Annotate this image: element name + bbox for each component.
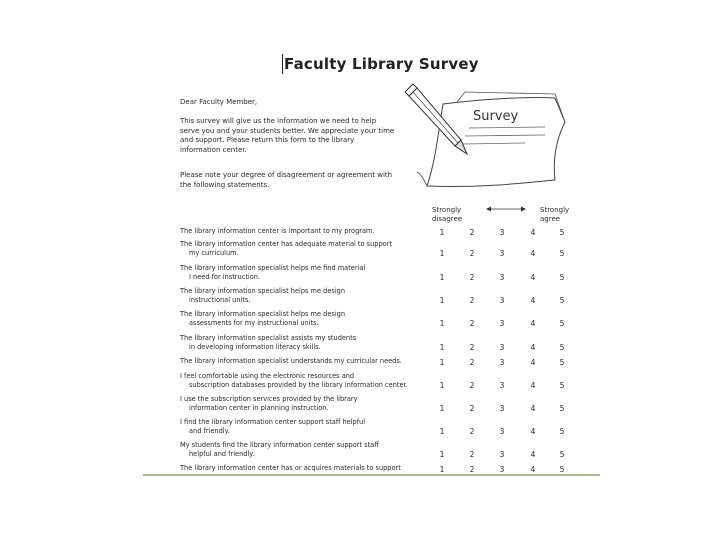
rating-option-5[interactable]: 5 bbox=[559, 465, 565, 474]
rating-option-2[interactable]: 2 bbox=[469, 319, 475, 328]
rating-option-5[interactable]: 5 bbox=[559, 228, 565, 237]
statement-text bbox=[180, 287, 420, 304]
scale-right-label bbox=[540, 206, 569, 223]
statement-line-1: The library information center has or acquires materials to support bbox=[180, 464, 401, 472]
rating-option-3[interactable]: 3 bbox=[499, 273, 505, 282]
rating-option-4[interactable]: 4 bbox=[530, 343, 536, 352]
rating-option-5[interactable]: 5 bbox=[559, 343, 565, 352]
statement-row bbox=[180, 395, 600, 417]
rating-option-3[interactable]: 3 bbox=[499, 381, 505, 390]
rating-option-4[interactable]: 4 bbox=[530, 296, 536, 305]
rating-option-2[interactable]: 2 bbox=[469, 427, 475, 436]
statement-text bbox=[180, 334, 420, 351]
statement-row bbox=[180, 334, 600, 356]
statement-line-2: instructional units. bbox=[189, 295, 251, 304]
intro-paragraph-text: This survey will give us the information we need to help serve you and your students better. We appreciate your time and support. Please return this form to the library information center. bbox=[180, 117, 395, 154]
greeting-text: Dear Faculty Member, bbox=[180, 98, 258, 106]
rating-option-1[interactable]: 1 bbox=[439, 450, 445, 459]
statement-text bbox=[180, 357, 420, 366]
rating-option-4[interactable]: 4 bbox=[530, 450, 536, 459]
rating-option-1[interactable]: 1 bbox=[439, 228, 445, 237]
rating-option-2[interactable]: 2 bbox=[469, 358, 475, 367]
statement-line-1: The library information specialist helps me design bbox=[180, 310, 346, 318]
statement-text bbox=[180, 464, 420, 473]
rating-option-2[interactable]: 2 bbox=[469, 404, 475, 413]
rating-option-1[interactable]: 1 bbox=[439, 296, 445, 305]
rating-option-4[interactable]: 4 bbox=[530, 273, 536, 282]
rating-option-4[interactable]: 4 bbox=[530, 381, 536, 390]
rating-option-2[interactable]: 2 bbox=[469, 465, 475, 474]
statement-line-1: The library information specialist helps me design bbox=[180, 287, 346, 295]
rating-option-5[interactable]: 5 bbox=[559, 427, 565, 436]
scale-right-line1: Strongly bbox=[540, 206, 570, 214]
scale-left-line2: disagree bbox=[432, 214, 463, 223]
rating-option-1[interactable]: 1 bbox=[439, 427, 445, 436]
rating-option-5[interactable]: 5 bbox=[559, 249, 565, 258]
rating-option-1[interactable]: 1 bbox=[439, 465, 445, 474]
statement-line-2: my curriculum. bbox=[189, 248, 239, 257]
statement-line-2: assessments for my instructional units. bbox=[189, 318, 319, 327]
rating-option-1[interactable]: 1 bbox=[439, 273, 445, 282]
statement-line-1: The library information specialist understands my curricular needs. bbox=[180, 357, 402, 365]
instructions-text: Please note your degree of disagreement or agreement with the following statements. bbox=[180, 171, 393, 189]
rating-option-5[interactable]: 5 bbox=[559, 404, 565, 413]
rating-option-2[interactable]: 2 bbox=[469, 450, 475, 459]
rating-option-2[interactable]: 2 bbox=[469, 343, 475, 352]
scale-left-line1: Strongly bbox=[432, 206, 462, 214]
rating-option-3[interactable]: 3 bbox=[499, 404, 505, 413]
statement-line-1: The library information center has adequate material to support bbox=[180, 240, 392, 248]
scribble-line-2 bbox=[465, 135, 545, 136]
page-title: Faculty Library Survey bbox=[284, 55, 479, 73]
rating-option-3[interactable]: 3 bbox=[499, 249, 505, 258]
rating-option-3[interactable]: 3 bbox=[499, 228, 505, 237]
pencil-icon bbox=[405, 84, 467, 154]
statement-line-1: I find the library information center support staff helpful bbox=[180, 418, 366, 426]
rating-option-5[interactable]: 5 bbox=[559, 296, 565, 305]
statement-line-2: information center in planning instruction. bbox=[189, 403, 329, 412]
rating-option-3[interactable]: 3 bbox=[499, 296, 505, 305]
rating-option-4[interactable]: 4 bbox=[530, 427, 536, 436]
survey-sketch-illustration bbox=[405, 82, 575, 197]
scribble-line-3 bbox=[463, 143, 525, 144]
statement-row bbox=[180, 418, 600, 440]
rating-option-3[interactable]: 3 bbox=[499, 465, 505, 474]
rating-option-3[interactable]: 3 bbox=[499, 450, 505, 459]
statement-line-2: in developing information literacy skills. bbox=[189, 342, 321, 351]
paper-curl bbox=[417, 172, 427, 186]
rating-option-4[interactable]: 4 bbox=[530, 404, 536, 413]
rating-option-1[interactable]: 1 bbox=[439, 319, 445, 328]
statement-row bbox=[180, 240, 600, 262]
statement-line-2: and friendly. bbox=[189, 426, 230, 435]
rating-option-2[interactable]: 2 bbox=[469, 249, 475, 258]
statement-text bbox=[180, 227, 420, 236]
statement-text bbox=[180, 240, 420, 257]
rating-option-2[interactable]: 2 bbox=[469, 273, 475, 282]
rating-option-3[interactable]: 3 bbox=[499, 319, 505, 328]
statement-row bbox=[180, 264, 600, 286]
rating-option-4[interactable]: 4 bbox=[530, 228, 536, 237]
intro-paragraph bbox=[180, 117, 395, 155]
rating-option-4[interactable]: 4 bbox=[530, 358, 536, 367]
statement-line-2: helpful and friendly. bbox=[189, 449, 255, 458]
statement-text bbox=[180, 441, 420, 458]
rating-option-5[interactable]: 5 bbox=[559, 273, 565, 282]
rating-option-2[interactable]: 2 bbox=[469, 296, 475, 305]
sketch-survey-word: Survey bbox=[473, 109, 519, 124]
statement-text bbox=[180, 310, 420, 327]
scribble-line-1 bbox=[469, 127, 545, 128]
statement-line-1: The library information specialist assists my students bbox=[180, 334, 357, 342]
statement-line-1: My students find the library information center support staff bbox=[180, 441, 379, 449]
statement-text bbox=[180, 264, 420, 281]
statement-text bbox=[180, 372, 420, 389]
rating-option-1[interactable]: 1 bbox=[439, 249, 445, 258]
statement-row bbox=[180, 372, 600, 394]
statement-line-1: The library information center is important to my program. bbox=[180, 227, 375, 235]
statement-line-2: subscription databases provided by the library information center. bbox=[189, 380, 408, 389]
rating-option-3[interactable]: 3 bbox=[499, 343, 505, 352]
rating-option-1[interactable]: 1 bbox=[439, 358, 445, 367]
statement-text bbox=[180, 395, 420, 412]
rating-option-4[interactable]: 4 bbox=[530, 465, 536, 474]
rating-option-1[interactable]: 1 bbox=[439, 381, 445, 390]
scale-left-label bbox=[432, 206, 462, 223]
statement-text bbox=[180, 418, 420, 435]
instructions-paragraph bbox=[180, 171, 395, 190]
statement-line-1: I use the subscription services provided by the library bbox=[180, 395, 358, 403]
statement-row bbox=[180, 287, 600, 309]
rating-option-1[interactable]: 1 bbox=[439, 404, 445, 413]
rating-option-3[interactable]: 3 bbox=[499, 358, 505, 367]
rating-option-1[interactable]: 1 bbox=[439, 343, 445, 352]
text-cursor bbox=[282, 54, 283, 74]
statement-row bbox=[180, 441, 600, 463]
rating-option-4[interactable]: 4 bbox=[530, 319, 536, 328]
greeting bbox=[180, 98, 395, 108]
rating-option-5[interactable]: 5 bbox=[559, 381, 565, 390]
scale-right-line2: agree bbox=[540, 214, 561, 223]
rating-option-2[interactable]: 2 bbox=[469, 228, 475, 237]
rating-option-3[interactable]: 3 bbox=[499, 427, 505, 436]
statement-row bbox=[180, 310, 600, 332]
statement-line-2: I need for instruction. bbox=[189, 272, 261, 281]
statement-line-1: The library information specialist helps me find material bbox=[180, 264, 366, 272]
rating-option-2[interactable]: 2 bbox=[469, 381, 475, 390]
rating-option-5[interactable]: 5 bbox=[559, 358, 565, 367]
rating-option-4[interactable]: 4 bbox=[530, 249, 536, 258]
footer-divider bbox=[143, 474, 600, 476]
double-arrow-icon bbox=[486, 205, 526, 213]
rating-option-5[interactable]: 5 bbox=[559, 450, 565, 459]
rating-option-5[interactable]: 5 bbox=[559, 319, 565, 328]
statement-line-1: I feel comfortable using the electronic resources and bbox=[180, 372, 355, 380]
